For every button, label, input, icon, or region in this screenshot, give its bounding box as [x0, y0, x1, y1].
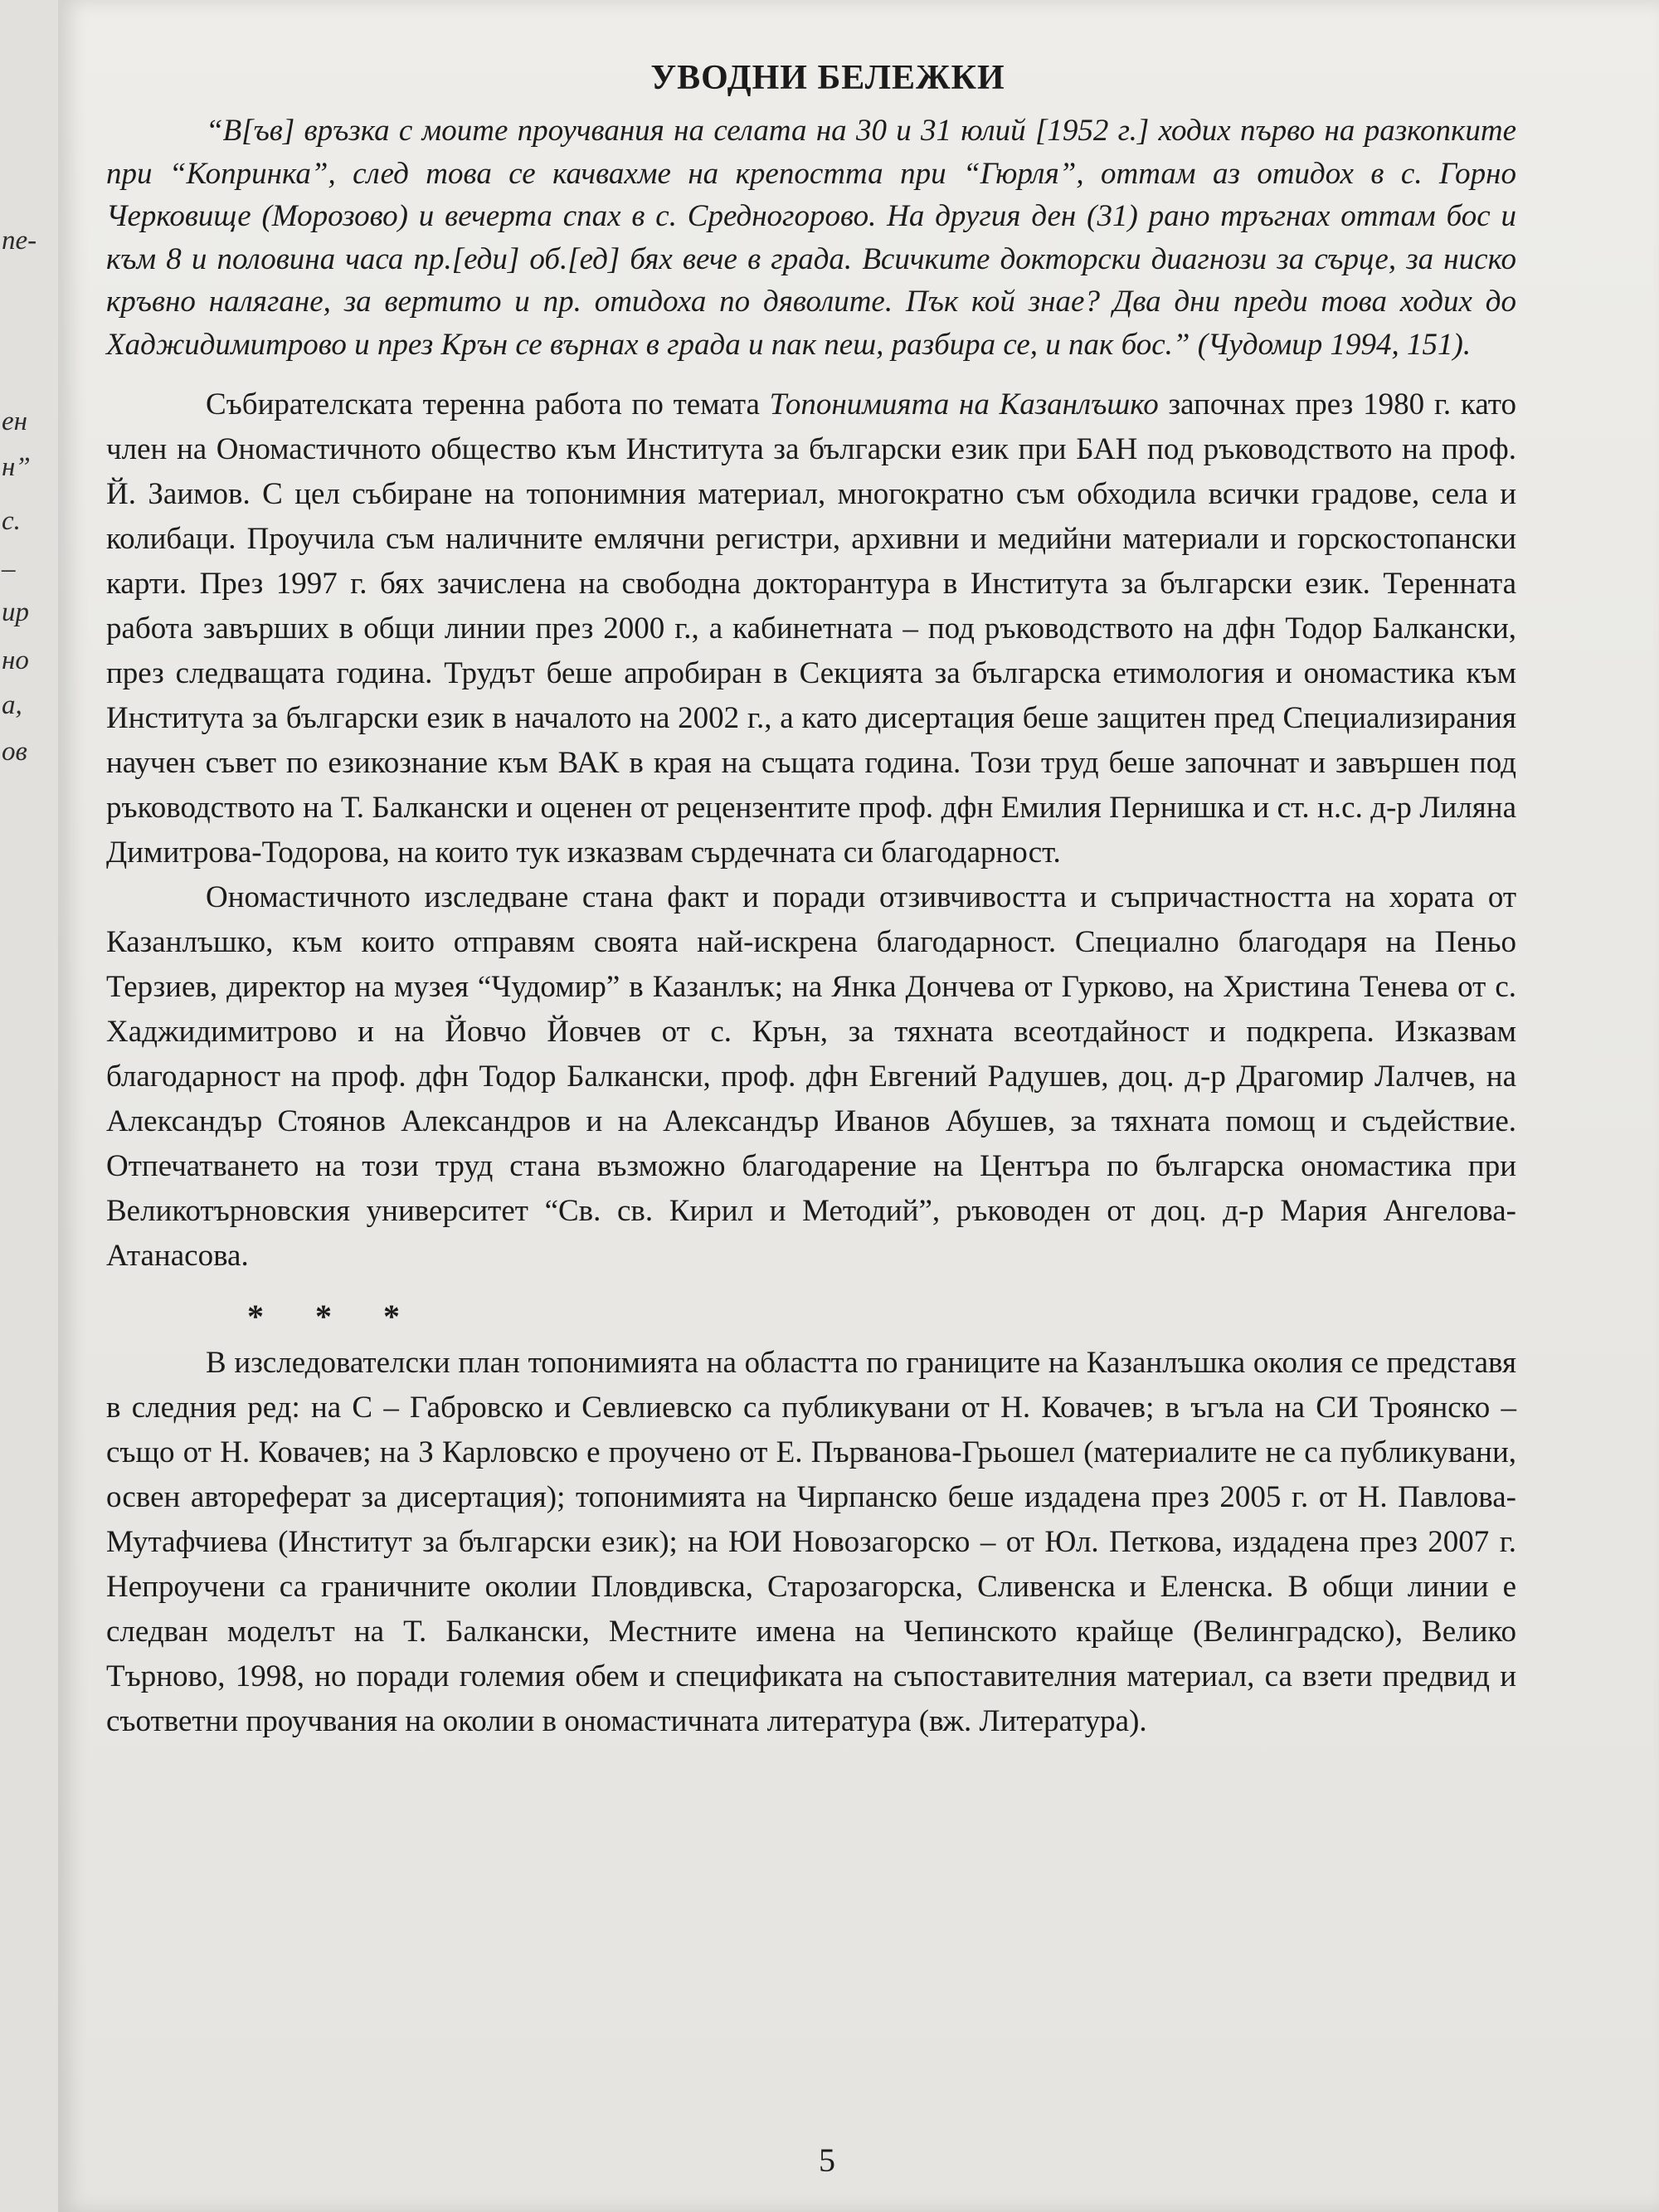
facing-page-fragment: пе- — [2, 226, 37, 256]
paragraph-1 — [106, 382, 1516, 875]
paragraph-1-start: Събирателската теренна работа по темата — [206, 387, 770, 421]
facing-page-fragment: – — [2, 554, 16, 584]
facing-page-fragment: а, — [2, 690, 22, 720]
book-page — [58, 0, 1659, 2212]
facing-page-fragment: ен — [2, 407, 28, 436]
paragraph-2: Ономастичното изследване стана факт и поради отзивчивостта и съпричастността на хората от Казанлъшко, към които отправям своята най-искрена благодарност. Специално благодаря на Пеньо Терзиев, директор на музея “Чудомир” в Казанлък; на Янка Дончева от Гурково, на Христина Тенева от с. Хаджидимитрово и на Йовчо Йовчев от с. Крън, за тяхната всеотдайност и подкрепа. Изказвам благодарност на проф. дфн Тодор Балкански, проф. дфн Евгений Радушев, доц. д-р Драгомир Лалчев, на Александър Стоянов Александров и на Александър Иванов Абушев, за тяхната помощ и съдействие. Отпечатването на този труд стана възможно благодарение на Центъра по българска ономастика при Великотърновския университет “Св. св. Кирил и Методий”, ръководен от доц. д-р Мария Ангелова-Атанасова. — [106, 880, 1516, 1273]
facing-page-fragment: но — [2, 646, 29, 675]
paragraph-1-rest: започнах през 1980 г. като член на Ономастичното общество към Института за български език при БАН под ръководството на проф. Й. Заимов. С цел събиране на топонимния материал, многократно съм обходила всички градове, села и колибаци. Проучила съм наличните емлячни регистри, архивни и медийни материали и горскостопански карти. През 1997 г. бях зачислена на свободна докторантура в Института за български език. Теренната работа завърших в общи линии през 2000 г., а кабинетната – под ръководството на дфн Тодор Балкански, през следващата година. Трудът беше апробиран в Секцията за българска етимология и ономастика към Института за български език в началото на 2002 г., а като дисертация беше защитен пред Специализирания научен съвет по езикознание към ВАК в края на същата година. Този труд беше започнат и завършен под ръководството на Т. Балкански и оценен от рецензентите проф. дфн Емилия Пернишка и ст. н.с. д-р Лиляна Димитрова-Тодорова, на които тук изказвам сърдечната си благодарност. — [106, 387, 1516, 870]
section-separator: * * * — [247, 1298, 421, 1335]
page-title: УВОДНИ БЕЛЕЖКИ — [650, 59, 1005, 97]
page-number: 5 — [819, 2141, 835, 2179]
facing-page-fragment: с. — [2, 506, 21, 536]
facing-page-fragment: ир — [2, 597, 29, 627]
epigraph-quote: “В[ъв] връзка с моите проучвания на селата на 30 и 31 юлий [1952 г.] ходих първо на разкопките при “Копринка”, след това се качвахме на крепостта при “Гюрля”, оттам аз отидох в с. Горно Черковище (Морозово) и вечерта спах в с. Средногорово. На другия ден (31) рано тръгнах оттам бос и към 8 и половина часа пр.[еди] об.[ед] бях вече в града. Всичките докторски диагнози за сърце, за ниско кръвно налягане, за вертито и пр. отидоха по дяволите. Пък кой знае? Два дни преди това ходих до Хаджидимитрово и през Крън се върнах в града и пак пеш, разбира се, и пак бос.” (Чудомир 1994, 151). — [106, 114, 1516, 362]
facing-page-fragment: н” — [2, 452, 31, 482]
page-content — [106, 58, 1516, 1744]
paragraph-1-italic-title: Топонимията на Казанлъшко — [769, 387, 1159, 421]
facing-page-fragment: ов — [2, 737, 27, 767]
facing-page-edge — [0, 0, 60, 2212]
paragraph-3: В изследователски план топонимията на областта по границите на Казанлъшка околия се представя в следния ред: на С – Габровско и Севлиевско са публикувани от Н. Ковачев; в ъгъла на СИ Троянско – също от Н. Ковачев; на З Карловско е проучено от Е. Първанова-Грьошел (материалите не са публикувани, освен автореферат за дисертация); топонимията на Чирпанско беше издадена през 2005 г. от Н. Павлова-Мутафчиева (Институт за български език); на ЮИ Новозагорско – от Юл. Петкова, издадена през 2007 г. Непроучени са граничните околии Пловдивска, Старозагорска, Сливенска и Еленска. В общи линии е следван моделът на Т. Балкански, Местните имена на Чепинското крайще (Велинградско), Велико Търново, 1998, но поради големия обем и спецификата на съпоставителния материал, са взети предвид и съответни проучвания на околии в ономастичната литература (вж. Литература). — [106, 1346, 1516, 1738]
